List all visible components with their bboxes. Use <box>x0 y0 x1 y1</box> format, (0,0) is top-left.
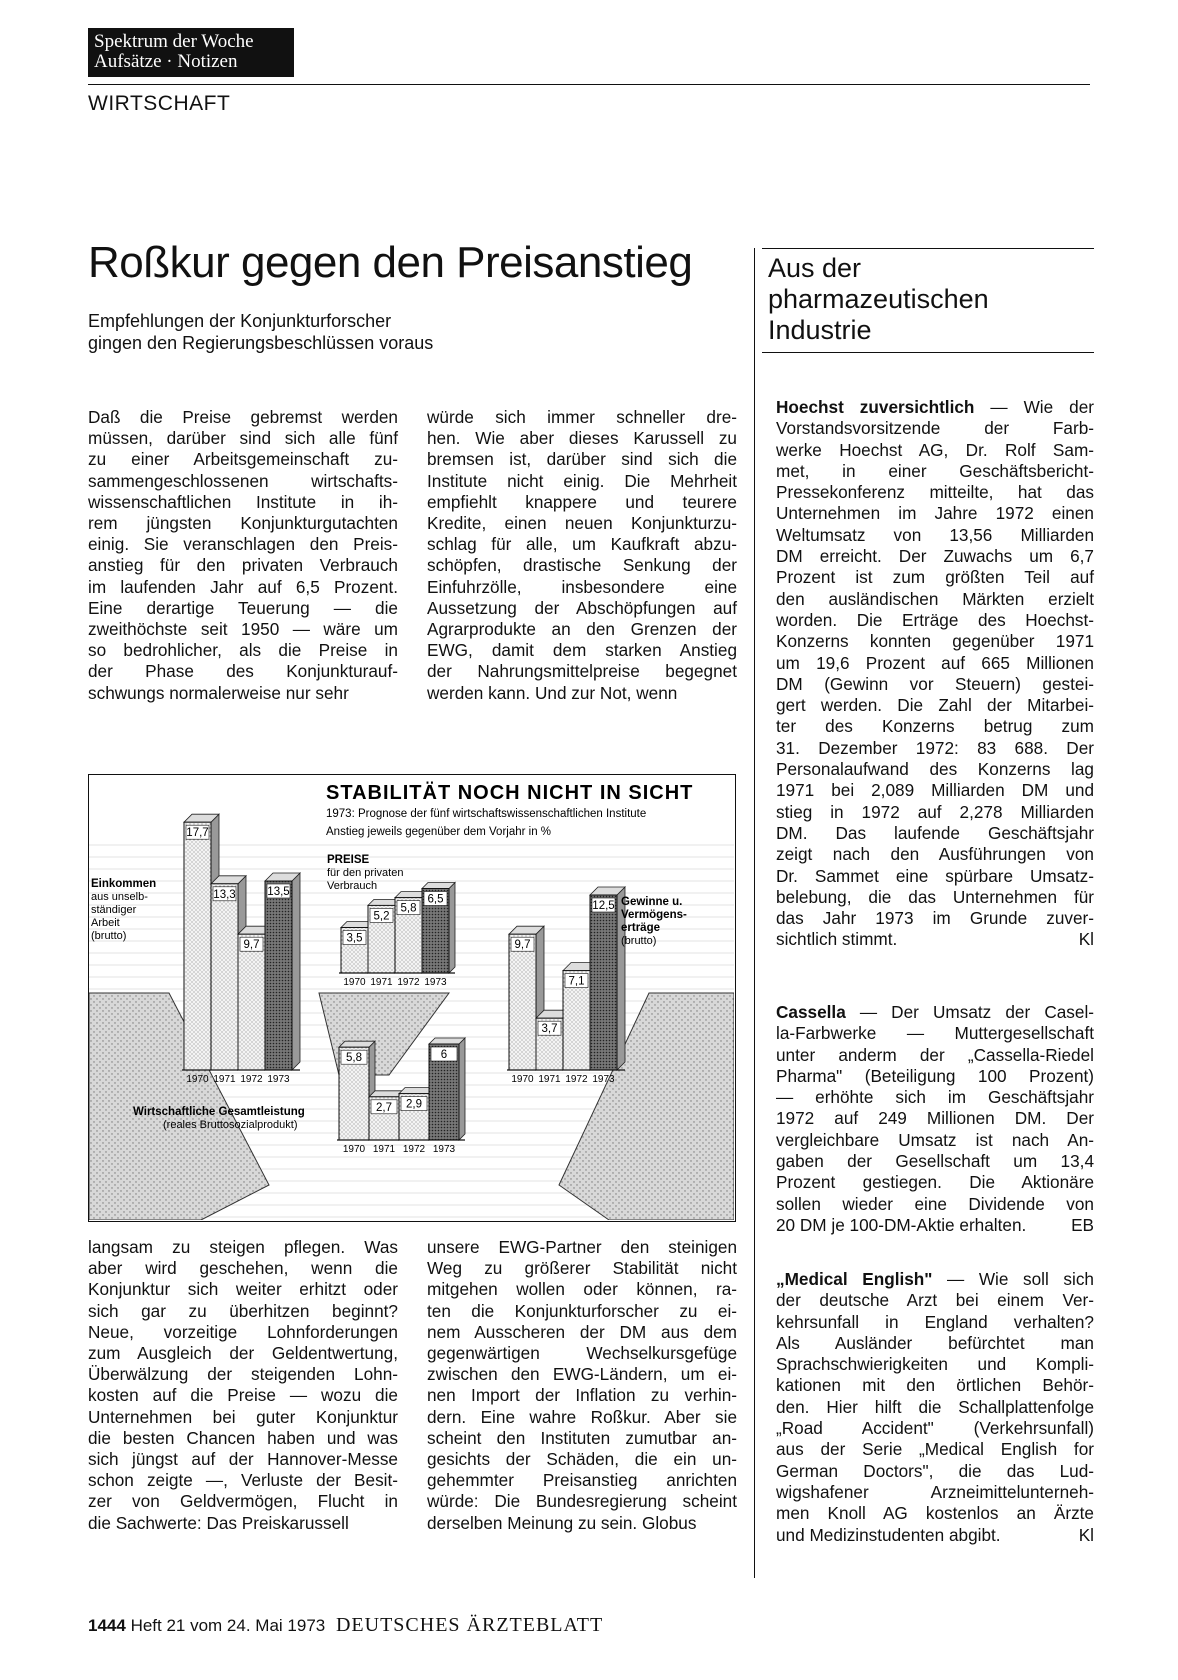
panel-label-line: Verbrauch <box>327 880 378 892</box>
text-line-content: Als Ausländer befürchtet man <box>776 1332 1094 1353</box>
panel-label-line: aus unselb- <box>91 891 148 903</box>
text-line-content: der deutsche Arzt bei einem Ver- <box>776 1290 1094 1311</box>
page-number: 1444 <box>88 1616 126 1635</box>
text-line <box>776 887 1094 908</box>
category-label: WIRTSCHAFT <box>88 92 231 115</box>
subhead-line: Empfehlungen der Konjunkturforscher <box>88 311 392 331</box>
text-line <box>776 823 1094 844</box>
text-line-content: belebung, die das Unternehmen für <box>776 886 1094 907</box>
bar-value-label: 5,8 <box>400 902 417 915</box>
text-line: zweithöchste seit 1950 — wäre um <box>88 619 398 640</box>
text-line-content: sichtlich stimmt. <box>776 929 898 950</box>
text-line-content: Dr. Sammet eine spürbare Umsatz- <box>776 865 1094 886</box>
bar-value-label: 6,5 <box>427 893 444 906</box>
bar-side <box>459 1038 465 1140</box>
text-line <box>776 1397 1094 1418</box>
text-line: rem jüngsten Konjunkturgutachten <box>88 513 398 534</box>
text-line <box>776 1215 1094 1236</box>
text-line-content: kationen mit den örtlichen Behör- <box>776 1375 1094 1396</box>
year-tick-label: 1972 <box>240 1074 263 1085</box>
panel-label-line: erträge <box>621 922 660 934</box>
text-line-content: das Jahr 1973 im Grunde zuver- <box>776 908 1094 929</box>
text-line: einig. Sie veranschlagen den Preis- <box>88 534 398 555</box>
sidebar-title-line: Aus der <box>768 253 862 283</box>
text-line: würde sich immer schneller dre- <box>427 407 737 427</box>
text-line <box>776 929 1094 950</box>
year-tick-label: 1972 <box>565 1074 588 1085</box>
year-tick-label: 1971 <box>538 1074 561 1085</box>
text-line <box>776 525 1094 546</box>
item-lead: Hoechst zuversichtlich <box>776 397 975 417</box>
text-line <box>776 716 1094 737</box>
text-line-content: aus der Serie „Medical English for <box>776 1439 1094 1460</box>
text-line: aber wird geschehen, wenn die <box>88 1258 398 1279</box>
text-line: Überwälzung der steigenden Lohn- <box>88 1364 398 1385</box>
page-footer <box>88 1614 603 1637</box>
text-line <box>776 461 1094 482</box>
text-line-content: den ausländischen Märkten erzielt <box>776 588 1094 609</box>
column-divider <box>754 248 755 1578</box>
text-line: gegenwärtigen Wechselkursgefüge <box>427 1343 737 1364</box>
year-tick-label: 1973 <box>432 1144 456 1155</box>
text-line <box>776 866 1094 887</box>
text-line-content: 1971 bei 2,089 Milliarden DM und <box>776 780 1094 801</box>
bar-value-label: 6 <box>440 1049 448 1061</box>
text-line-content: den. Hier hilft die Schallplattenfolge <box>776 1396 1094 1417</box>
bar-value-label: 13,5 <box>267 886 290 898</box>
article-column-2-top <box>427 407 737 704</box>
sidebar-item-medical-english <box>776 1269 1094 1546</box>
text-line-content: vergleichbare Umsatz ist nach An- <box>776 1129 1094 1150</box>
text-line <box>776 1312 1094 1333</box>
text-line: scheint den Instituten zumutbar an- <box>427 1427 737 1448</box>
text-line: nen Import der Inflation zu verhin- <box>427 1385 737 1406</box>
text-line <box>776 674 1094 695</box>
text-line <box>776 1503 1094 1524</box>
text-line <box>776 397 1094 418</box>
stability-chart <box>89 775 734 1220</box>
sidebar-title <box>768 253 989 346</box>
text-line <box>776 1290 1094 1311</box>
text-line <box>776 482 1094 503</box>
year-tick-label: 1970 <box>342 1144 366 1155</box>
text-line-content: und Medizinstudenten abgibt. <box>776 1524 1001 1545</box>
panel-label-line: ständiger <box>91 904 137 916</box>
text-line <box>776 908 1094 929</box>
sidebar-rule-bottom <box>762 352 1094 353</box>
year-tick-label: 1971 <box>370 977 393 988</box>
text-line: Daß die Preise gebremst werden <box>88 407 398 427</box>
text-line-content: DM erreicht. Der Zuwachs um 6,7 <box>776 546 1094 567</box>
bar-einkommen-1971 <box>211 884 238 1070</box>
text-line: dern. Eine wahre Roßkur. Aber sie <box>427 1406 737 1427</box>
bar-einkommen-1972 <box>238 934 265 1070</box>
panel-label-line: Arbeit <box>91 917 120 929</box>
text-line <box>776 1172 1094 1193</box>
text-line <box>776 1461 1094 1482</box>
text-line-content: Prozent ist zum größten Teil auf <box>776 567 1094 588</box>
text-line-content: met, in einer Geschäftsbericht- <box>776 460 1094 481</box>
text-line: Weg zu größerer Stabilität nicht <box>427 1258 737 1279</box>
sidebar-item-hoechst <box>776 397 1094 951</box>
panel-label-line: Gewinne u. <box>621 896 683 908</box>
text-line-content: gert werden. Die Zahl der Mitarbei- <box>776 695 1094 716</box>
text-line: zum Ausgleich der Geldentwertung, <box>88 1343 398 1364</box>
text-line-content: men Knoll AG kostenlos an Ärzte <box>776 1503 1094 1524</box>
text-line-content: „Road Accident" (Verkehrsunfall) <box>776 1418 1094 1439</box>
bar-value-label: 2,9 <box>406 1098 422 1111</box>
item-lead-rest: — Der Umsatz der Casel- <box>845 1002 1094 1022</box>
text-line <box>776 1023 1094 1044</box>
text-line-content: Weltumsatz von 13,56 Milliarden <box>776 524 1094 545</box>
chart-subtitle-line1: 1973: Prognose der fünf wirtschaftswissenschaftlichen Institute <box>326 808 647 820</box>
bar-value-label: 3,7 <box>541 1023 558 1036</box>
text-line: unsere EWG-Partner den steinigen <box>427 1237 737 1257</box>
panel-label-line: (reales Bruttosozialprodukt) <box>163 1119 298 1131</box>
text-line: zer von Geldvermögen, Flucht in <box>88 1491 398 1512</box>
text-line-content: worden. Die Erträge des Hoechst- <box>776 609 1094 630</box>
bar-side <box>449 883 455 974</box>
text-line <box>776 1045 1094 1066</box>
panel-label-line: PREISE <box>327 854 370 866</box>
text-line: anstieg für den privaten Verbrauch <box>88 555 398 576</box>
text-line: Unternehmen bei guter Konjunktur <box>88 1406 398 1427</box>
text-line: würde: Die Bundesregierung scheint <box>427 1491 737 1512</box>
text-line <box>776 1269 1094 1290</box>
text-line-content: um 19,6 Prozent auf 665 Millionen <box>776 652 1094 673</box>
bar-value-label: 9,7 <box>243 939 260 952</box>
section-label-line1: Spektrum der Woche <box>94 31 254 52</box>
text-line: Konjunktur sich weiter erhitzt oder <box>88 1279 398 1300</box>
bar-top <box>422 883 455 889</box>
text-line-content: zeigt nach den Ausführungen von <box>776 844 1094 865</box>
text-line-content: 20 DM je 100-DM-Aktie erhalten. <box>776 1214 1027 1235</box>
text-line: Aussetzung der Abschöpfungen auf <box>427 597 737 618</box>
panel-label-line: Einkommen <box>91 878 157 890</box>
bar-top <box>339 1041 375 1047</box>
text-line <box>776 759 1094 780</box>
text-line-content: Sprachschwierigkeiten und Kompli- <box>776 1354 1094 1375</box>
text-line: Eine derartige Teuerung — die <box>88 597 398 618</box>
text-line: sich jüngst auf der Hannover-Messe <box>88 1449 398 1470</box>
year-tick-label: 1973 <box>592 1074 615 1085</box>
text-line-content: 31. Dezember 1972: 83 688. Der <box>776 737 1094 758</box>
text-line: so bedrohlicher, als die Preise in <box>88 640 398 661</box>
item-lead-rest: — Wie der <box>974 397 1094 417</box>
text-line <box>776 738 1094 759</box>
text-line-content: DM. Das laufende Geschäftsjahr <box>776 822 1094 843</box>
text-line: nem Ausscheren der DM aus dem <box>427 1321 737 1342</box>
text-line: Kredite, einen neuen Konjunkturzu- <box>427 513 737 534</box>
year-tick-label: 1972 <box>397 977 420 988</box>
sidebar-rule-top <box>762 248 1094 249</box>
text-line <box>776 1151 1094 1172</box>
issue-info: Heft 21 vom 24. Mai 1973 <box>130 1616 326 1635</box>
text-line <box>776 1525 1094 1546</box>
bar-value-label: 17,7 <box>186 827 209 840</box>
section-label <box>88 28 294 77</box>
year-tick-label: 1970 <box>186 1074 209 1085</box>
text-line: der Phase des Konjunkturauf- <box>88 661 398 682</box>
text-line: schwungs normalerweise nur sehr <box>88 682 349 703</box>
text-line: kosten auf die Preise — wozu die <box>88 1385 398 1406</box>
text-line: schlag für alle, um Kaufkraft abzu- <box>427 534 737 555</box>
bar-value-label: 2,7 <box>376 1101 392 1114</box>
text-line: gesichts der Schäden, die ein un- <box>427 1449 737 1470</box>
text-line: EWG, damit dem starken Anstieg <box>427 640 737 661</box>
panel-label-line: Wirtschaftliche Gesamtleistung <box>133 1106 305 1118</box>
text-line: werden kann. Und zur Not, wenn <box>427 682 678 703</box>
chart-subtitle-line2: Anstieg jeweils gegenüber dem Vorjahr in % <box>326 826 552 838</box>
year-tick-label: 1970 <box>511 1074 534 1085</box>
text-line: wissenschaftlichen Institute in ih- <box>88 491 398 512</box>
text-line <box>776 1108 1094 1129</box>
text-line-content: stieg in 1972 auf 2,278 Milliarden <box>776 801 1094 822</box>
panel-label-line: Vermögens- <box>621 909 687 921</box>
text-line: Agrarprodukte an den Grenzen der <box>427 619 737 640</box>
bar-top <box>429 1038 465 1044</box>
bar-side <box>292 873 300 1070</box>
text-line-content: Pressekonferenz mitteilte, hat das <box>776 482 1094 503</box>
text-line-content: — erhöhte sich im Geschäftsjahr <box>776 1087 1094 1108</box>
text-line: langsam zu steigen pflegen. Was <box>88 1237 398 1257</box>
text-line-content: Personalaufwand des Konzerns lag <box>776 759 1094 780</box>
text-line-content: 1972 auf 249 Millionen DM. Der <box>776 1108 1094 1129</box>
text-line-content: Unternehmen im Jahre 1972 einen <box>776 503 1094 524</box>
bar-value-label: 12,5 <box>592 900 615 912</box>
text-line-content: kehrsunfall in England verhalten? <box>776 1311 1094 1332</box>
sidebar-item-cassella <box>776 1002 1094 1236</box>
text-line-content: ter des Konzerns betrug zum <box>776 716 1094 737</box>
panel-label-line: für den privaten <box>327 867 404 879</box>
panel-label-line: (brutto) <box>91 930 127 942</box>
text-line <box>776 1087 1094 1108</box>
text-line <box>776 1482 1094 1503</box>
article-headline: Roßkur gegen den Preisanstieg <box>88 238 693 287</box>
chart-frame <box>88 774 736 1222</box>
bar-einkommen-1970 <box>184 822 211 1070</box>
text-line: die Sachwerte: Das Preiskarussell <box>88 1512 349 1533</box>
text-line: schon zeigte —, Verluste der Besit- <box>88 1470 398 1491</box>
text-line <box>776 1418 1094 1439</box>
text-line: im laufenden Jahr auf 6,5 Prozent. <box>88 576 398 597</box>
text-line <box>776 695 1094 716</box>
text-line <box>776 802 1094 823</box>
bar-value-label: 7,1 <box>568 975 585 988</box>
text-line <box>776 653 1094 674</box>
author-initials: EB <box>1071 1214 1094 1235</box>
bar-value-label: 5,2 <box>373 910 390 923</box>
text-line-content: la-Farbwerke — Muttergesellschaft <box>776 1023 1094 1044</box>
text-line: hen. Wie aber dieses Karussell zu <box>427 428 737 449</box>
year-tick-label: 1972 <box>402 1144 426 1155</box>
text-line: zu einer Arbeitsgemeinschaft zu- <box>88 449 398 470</box>
text-line: sammengeschlossenen wirtschafts- <box>88 470 398 491</box>
sidebar-title-line: pharmazeutischen <box>768 284 989 314</box>
text-line <box>776 1333 1094 1354</box>
text-line <box>776 567 1094 588</box>
text-line: schöpfen, drastische Senkung der <box>427 555 737 576</box>
bar-gewinne-1970 <box>509 934 536 1070</box>
year-tick-label: 1973 <box>267 1074 290 1085</box>
header-rule <box>88 84 1090 85</box>
chart-title: STABILITÄT NOCH NICHT IN SICHT <box>326 782 694 804</box>
year-tick-label: 1970 <box>343 977 366 988</box>
subhead-line: gingen den Regierungsbeschlüssen voraus <box>88 333 434 353</box>
text-line <box>776 589 1094 610</box>
item-lead: „Medical English" <box>776 1269 933 1289</box>
text-line <box>776 631 1094 652</box>
article-column-2-bottom <box>427 1237 737 1534</box>
text-line <box>776 1066 1094 1087</box>
bar-value-label: 13,3 <box>213 888 236 901</box>
bar-einkommen-1973 <box>265 881 292 1070</box>
text-line <box>776 503 1094 524</box>
bar-value-label: 5,8 <box>346 1052 362 1065</box>
year-tick-label: 1971 <box>213 1074 236 1085</box>
text-line <box>776 546 1094 567</box>
text-line: mitgehen wollen oder können, ra- <box>427 1279 737 1300</box>
text-line-content: werke Hoechst AG, Dr. Rolf Sam- <box>776 439 1094 460</box>
text-line: Neue, vorzeitige Lohnforderungen <box>88 1321 398 1342</box>
text-line-content: gaben der Gesellschaft um 13,4 <box>776 1151 1094 1172</box>
text-line: derselben Meinung zu sein. Globus <box>427 1512 697 1533</box>
text-line <box>776 1354 1094 1375</box>
text-line <box>776 1439 1094 1460</box>
author-initials: Kl <box>1078 1524 1094 1545</box>
text-line-content: Konzerns konnten gegenüber 1971 <box>776 631 1094 652</box>
text-line <box>776 1375 1094 1396</box>
text-line: Einfuhrzölle, insbesondere eine <box>427 576 737 597</box>
text-line <box>776 844 1094 865</box>
text-line-content: sollen wieder eine Dividende von <box>776 1193 1094 1214</box>
text-line: bremsen ist, darüber sind sich die <box>427 449 737 470</box>
text-line <box>776 780 1094 801</box>
bar-value-label: 3,5 <box>346 932 363 945</box>
text-line: sich gar zu überhitzen beginnt? <box>88 1300 398 1321</box>
text-line: Institute nicht einig. Die Mehrheit <box>427 470 737 491</box>
text-line-content: DM (Gewinn vor Steuern) gestei- <box>776 673 1094 694</box>
bar-gewinne-1973 <box>590 895 617 1070</box>
publication-name: DEUTSCHES ÄRZTEBLATT <box>335 1614 604 1636</box>
text-line-content: Pharma" (Beteiligung 100 Prozent) <box>776 1065 1094 1086</box>
panel-label-line: (brutto) <box>621 935 657 947</box>
text-line-content: German Doctors", die das Lud- <box>776 1460 1094 1481</box>
chart-panel-preise <box>327 854 455 988</box>
text-line <box>776 440 1094 461</box>
text-line <box>776 1194 1094 1215</box>
text-line-content: Prozent gestiegen. Die Aktionäre <box>776 1172 1094 1193</box>
text-line: empfiehlt knappere und teurere <box>427 491 737 512</box>
text-line: der Nahrungsmittelpreise begegnet <box>427 661 737 682</box>
text-line <box>776 418 1094 439</box>
text-line: gehemmter Preisanstieg anrichten <box>427 1470 737 1491</box>
article-column-1-top <box>88 407 398 704</box>
text-line: müssen, darüber sind sich alle fünf <box>88 428 398 449</box>
text-line <box>776 1002 1094 1023</box>
year-tick-label: 1971 <box>372 1144 396 1155</box>
text-line: die besten Chancen haben und was <box>88 1427 398 1448</box>
text-line-content: Vorstandsvorsitzende der Farb- <box>776 418 1094 439</box>
article-column-1-bottom <box>88 1237 398 1534</box>
year-tick-label: 1973 <box>424 977 447 988</box>
text-line-content: unter anderm der „Cassella-Riedel <box>776 1044 1094 1065</box>
text-line: zwischen den EWG-Ländern, um ei- <box>427 1364 737 1385</box>
bar-value-label: 9,7 <box>514 939 531 952</box>
text-line-content: wigshafener Arzneimittelunterneh- <box>776 1481 1094 1502</box>
item-lead: Cassella <box>776 1002 846 1022</box>
sidebar-title-line: Industrie <box>768 315 872 345</box>
item-lead-rest: — Wie soll sich <box>932 1269 1094 1289</box>
text-line: ten die Konjunkturforscher zu ei- <box>427 1300 737 1321</box>
text-line <box>776 1130 1094 1151</box>
text-line <box>776 610 1094 631</box>
article-subhead <box>88 310 648 354</box>
section-label-line2: Aufsätze · Notizen <box>94 51 238 72</box>
author-initials: Kl <box>1078 929 1094 950</box>
